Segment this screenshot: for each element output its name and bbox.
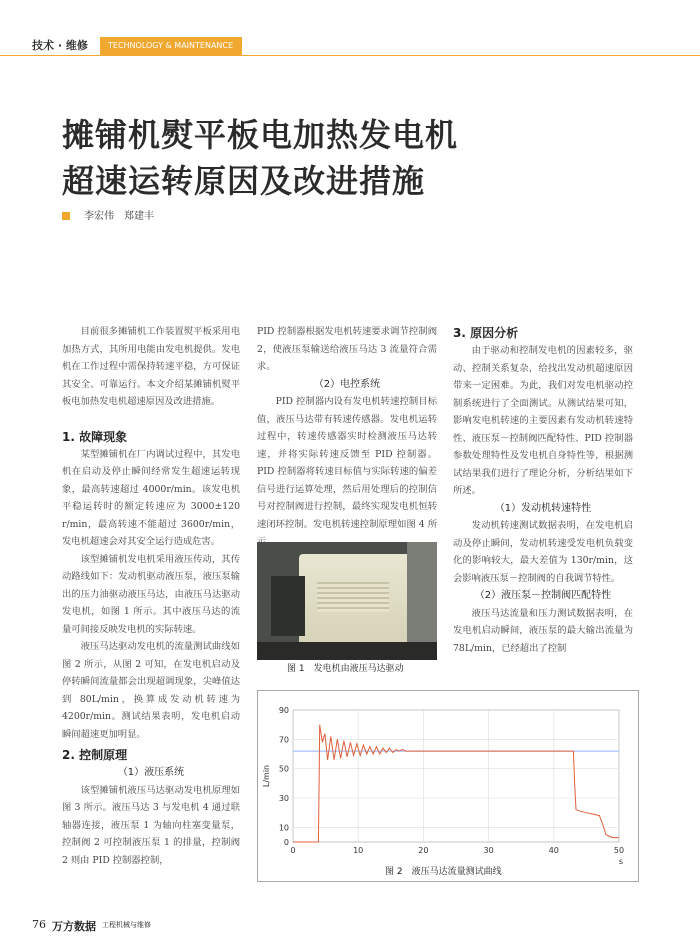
figure2-caption: 图 2 液压马达流量测试曲线 [385, 867, 502, 877]
intro-paragraph: 目前很多摊铺机工作装置熨平板采用电加热方式，其所用电能由发电机提供。发电机在工作过程中需保持转速平稳，方可保证其安全、可靠运行。本文介绍某摊铺机熨平板电加热发电机超速原因及改进措施。 [62, 326, 240, 407]
column-3 [453, 325, 633, 657]
y-tick-label: 70 [278, 735, 289, 745]
paragraph: 液压马达流量和压力测试数据表明，在发电机启动瞬间，液压泵的最大输出流量为 78L/min，已经超出了控制 [453, 607, 633, 654]
subheading-hydraulic: （1）液压系统 [117, 767, 185, 778]
x-tick-label: 20 [418, 846, 429, 855]
paragraph: 由于驱动和控制发电机的因素较多，驱动、控制关系复杂，给找出发动机超速原因带来一定困难。为此，我们对发电机驱动控制系统进行了全面测试。从测试结果可知，影响发电机转速的主要因素有发动机转速特性、液压泵－控制阀匹配特性、PID 控制器参数处理特性及发电机自身特性等，根据测试结果我们进行了理论分析，分析结果如下所述。 [453, 345, 633, 496]
heading-fault: 1. 故障现象 [62, 429, 128, 444]
subheading-electric: （2）电控系统 [313, 378, 381, 390]
page-number: 76 [32, 918, 46, 931]
paragraph: 某型摊铺机在厂内调试过程中，其发电机在启动及停止瞬间经常发生超速运转现象，最高转速超过 4000r/min。该发电机平稳运转时的额定转速应为 3000±120 r/min，最高转速不能超过 3600r/min，发电机超速会对其安全运行造成危害。 [62, 448, 240, 547]
x-tick-label: 40 [548, 846, 559, 855]
author-marker-icon [62, 212, 70, 220]
x-axis-label: s [618, 857, 624, 866]
heading-cause: 3. 原因分析 [453, 326, 519, 340]
article-title [62, 112, 458, 204]
section-label: 技术 · 维修 [32, 39, 88, 52]
hydraulic-motor [271, 576, 305, 636]
y-axis-label: L/min [262, 764, 271, 788]
footer-brand: 万方数据 [52, 920, 96, 933]
column-2 [257, 323, 437, 551]
paragraph: PID 控制器内设有发电机转速控制目标值，液压马达带有转速传感器。发电机运转过程中，转速传感器实时检测液压马达转速，并将实际转速反馈至 PID 控制器。PID 控制器将转速目标值与实际转速的偏差信号进行运算处理，然后用处理后的控制信号对控制阀进行控制，最终实现发电机恒转速闭环控制。发电机转速控制原理如图 4 所 [257, 396, 437, 530]
title-line-1: 摊铺机熨平板电加热发电机 [62, 116, 459, 154]
generator-vent [317, 582, 389, 612]
x-tick-label: 10 [353, 846, 364, 855]
figure1-photo [257, 542, 437, 660]
column-1 [62, 323, 240, 869]
subheading-pump-valve: （2）液压泵－控制阀匹配特性 [474, 590, 612, 601]
y-tick-label: 30 [278, 794, 289, 803]
paragraph: 该型摊铺机发电机采用液压传动，其传动路线如下：发动机驱动液压泵，液压泵输出的压力油驱动液压马达，由液压马达驱动发电机，如图 1 所示。其中液压马达的流量可间接反映发电机的实际转速。 [62, 553, 240, 635]
plot-area [293, 710, 619, 842]
title-line-2: 超速运转原因及改进措施 [62, 162, 426, 200]
header-rule [0, 55, 700, 56]
authors: 李宏伟 郑建丰 [84, 211, 154, 222]
mounting-base [257, 642, 437, 660]
heading-control: 2. 控制原理 [62, 748, 128, 762]
subheading-engine-speed: （1）发动机转速特性 [494, 502, 592, 514]
x-tick-label: 0 [290, 846, 296, 855]
figure2-chart [257, 690, 639, 882]
figure1-caption: 图 1 发电机由液压马达驱动 [287, 664, 404, 674]
y-tick-label: 10 [278, 823, 289, 833]
y-tick-label: 90 [278, 706, 289, 715]
paragraph: 该型摊铺机液压马达驱动发电机原理如图 3 所示。液压马达 3 与发电机 4 通过联轴器连接，液压泵 1 为轴向柱塞变量泵，控制阀 2 可控制液压泵 1 的排量，控制阀 2 则由 PID 控制器控制， [62, 784, 240, 866]
paragraph: 液压马达驱动发电机的流量测试曲线如图 2 所示，从图 2 可知，在发电机启动及停转瞬间流量都会出现超调现象，尖峰值达到 80L/min，换算成发动机转速为 4200r/min。测试结果表明，发电机启动瞬间超速更加明显。 [62, 641, 240, 740]
y-tick-label: 0 [283, 838, 289, 847]
paragraph: 发动机转速测试数据表明，在发电机启动及停止瞬间，发动机转速受发电机负载变化的影响较大，最大差值为 130r/min，这会影响液压泵－控制阀的自我调节特性。 [453, 520, 633, 584]
paragraph: PID 控制器根据发电机转速要求调节控制阀 2，使液压泵输送给液压马达 3 流量符合需求。 [257, 326, 437, 372]
y-tick-label: 50 [278, 764, 289, 774]
footer-subtitle: 工程机械与维修 [102, 921, 151, 929]
series-line [293, 725, 619, 842]
section-tab: TECHNOLOGY & MAINTENANCE [100, 37, 242, 55]
x-tick-label: 50 [613, 846, 625, 855]
x-tick-label: 30 [483, 846, 494, 855]
